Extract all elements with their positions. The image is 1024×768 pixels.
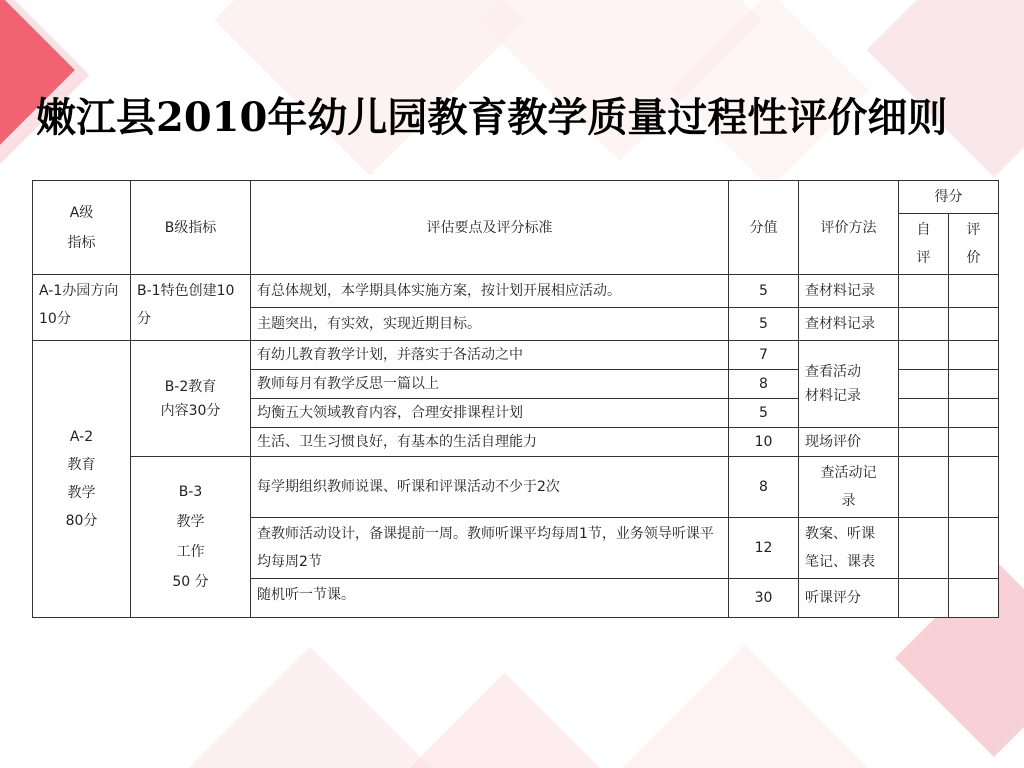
header-points: 分值 — [729, 181, 799, 275]
header-self-eval: 自 评 — [899, 214, 949, 275]
eval-score-cell[interactable] — [949, 308, 999, 341]
table-header-row — [33, 181, 999, 214]
method-cell: 现场评价 — [799, 428, 899, 457]
criteria-cell: 教师每月有教学反思一篇以上 — [251, 370, 729, 399]
b1-indicator: B-1特色创建10分 — [131, 275, 251, 341]
points-cell: 30 — [729, 579, 799, 618]
table-row — [33, 341, 999, 370]
criteria-cell: 查教师活动设计，备课提前一周。教师听课平均每周1节，业务领导听课平均每周2节 — [251, 518, 729, 579]
criteria-cell: 有总体规划，本学期具体实施方案，按计划开展相应活动。 — [251, 275, 729, 308]
criteria-cell: 每学期组织教师说课、听课和评课活动不少于2次 — [251, 457, 729, 518]
self-score-cell[interactable] — [899, 428, 949, 457]
header-b-level: B级指标 — [131, 181, 251, 275]
eval-score-cell[interactable] — [949, 428, 999, 457]
page-title: 嫩江县2010年幼儿园教育教学质量过程性评价细则 — [36, 94, 948, 141]
self-score-cell[interactable] — [899, 457, 949, 518]
eval-score-cell[interactable] — [949, 341, 999, 370]
points-cell: 5 — [729, 275, 799, 308]
self-score-cell[interactable] — [899, 275, 949, 308]
background-diamond — [385, 673, 625, 768]
self-score-cell[interactable] — [899, 399, 949, 428]
method-cell: 教案、听课 笔记、课表 — [799, 518, 899, 579]
criteria-cell: 主题突出，有实效，实现近期目标。 — [251, 308, 729, 341]
criteria-cell: 生活、卫生习惯良好，有基本的生活自理能力 — [251, 428, 729, 457]
eval-score-cell[interactable] — [949, 399, 999, 428]
method-cell: 查材料记录 — [799, 275, 899, 308]
method-cell: 查看活动 材料记录 — [799, 341, 899, 428]
b2-indicator: B-2教育 内容30分 — [131, 341, 251, 457]
header-method: 评价方法 — [799, 181, 899, 275]
self-score-cell[interactable] — [899, 518, 949, 579]
header-evaluation: 评 价 — [949, 214, 999, 275]
criteria-cell: 随机听一节课。 — [251, 579, 729, 618]
eval-score-cell[interactable] — [949, 370, 999, 399]
self-score-cell[interactable] — [899, 370, 949, 399]
points-cell: 10 — [729, 428, 799, 457]
evaluation-table-container — [32, 180, 999, 618]
table-row — [33, 457, 999, 518]
points-cell: 12 — [729, 518, 799, 579]
self-score-cell[interactable] — [899, 341, 949, 370]
a2-indicator: A-2 教育 教学 80分 — [33, 341, 131, 618]
points-cell: 8 — [729, 457, 799, 518]
method-cell: 查活动记 录 — [799, 457, 899, 518]
b3-indicator: B-3 教学 工作 50 分 — [131, 457, 251, 618]
header-criteria: 评估要点及评分标准 — [251, 181, 729, 275]
points-cell: 8 — [729, 370, 799, 399]
header-a-level: A级 指标 — [33, 181, 131, 275]
method-cell: 查材料记录 — [799, 308, 899, 341]
self-score-cell[interactable] — [899, 308, 949, 341]
points-cell: 5 — [729, 308, 799, 341]
self-score-cell[interactable] — [899, 579, 949, 618]
points-cell: 5 — [729, 399, 799, 428]
criteria-cell: 有幼儿教育教学计划，并落实于各活动之中 — [251, 341, 729, 370]
method-cell: 听课评分 — [799, 579, 899, 618]
eval-score-cell[interactable] — [949, 457, 999, 518]
table-row — [33, 275, 999, 308]
points-cell: 7 — [729, 341, 799, 370]
eval-score-cell[interactable] — [949, 579, 999, 618]
eval-score-cell[interactable] — [949, 518, 999, 579]
criteria-cell: 均衡五大领域教育内容，合理安排课程计划 — [251, 399, 729, 428]
background-diamond — [169, 647, 452, 768]
eval-score-cell[interactable] — [949, 275, 999, 308]
header-score: 得分 — [899, 181, 999, 214]
background-diamond — [597, 645, 894, 768]
evaluation-table — [32, 180, 999, 618]
a1-indicator: A-1办园方向10分 — [33, 275, 131, 341]
